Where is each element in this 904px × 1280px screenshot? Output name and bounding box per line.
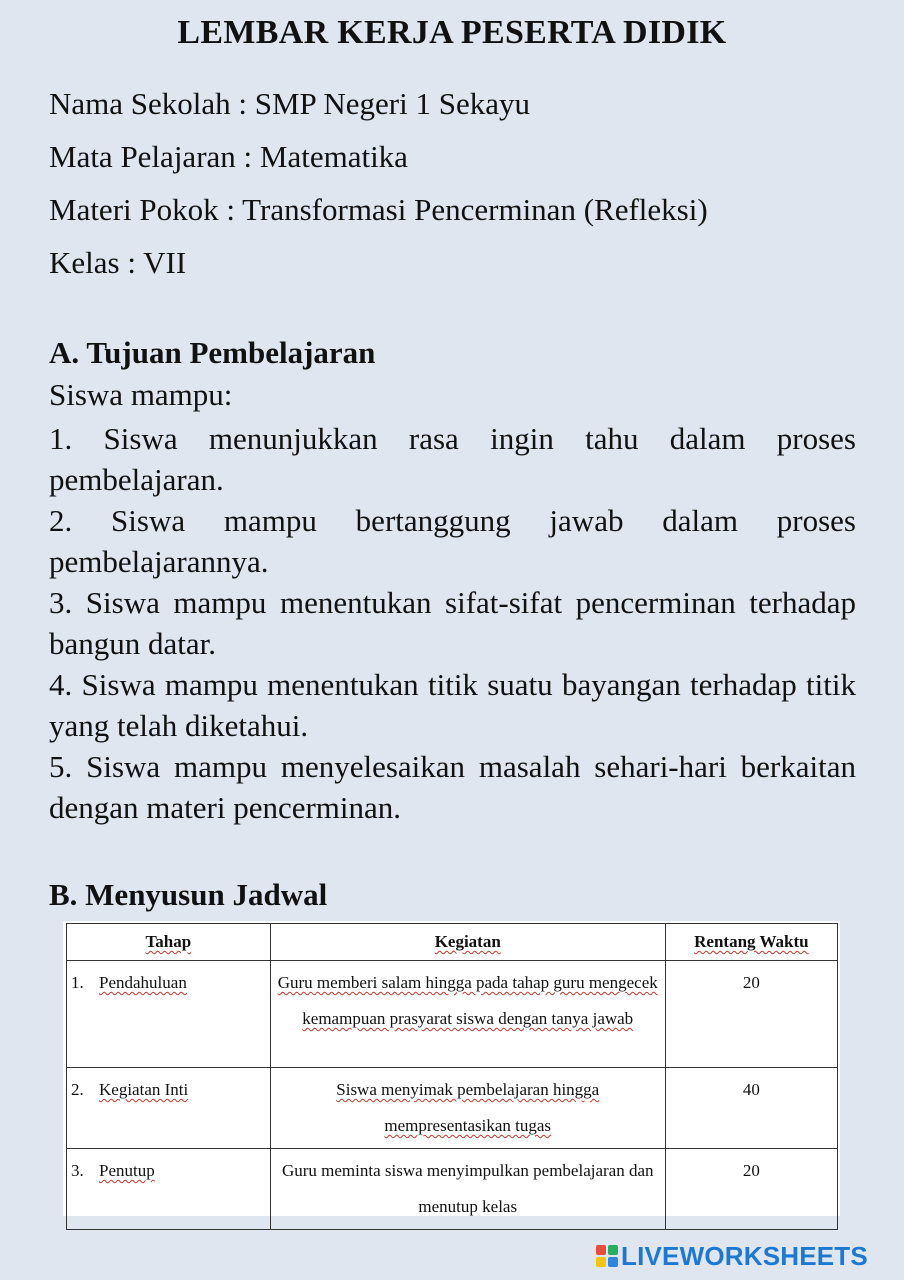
stage-cell: 3. Penutup [67, 1149, 271, 1230]
logo-text: LIVEWORKSHEETS [621, 1240, 868, 1271]
table-row [67, 961, 838, 1068]
subject-line: Mata Pelajaran : Matematika [49, 139, 408, 174]
objective-item: 1. Siswa menunjukkan rasa ingin tahu dalam proses pembelajaran. [49, 421, 856, 497]
time-cell: 20 [665, 1149, 837, 1230]
objective-item: 4. Siswa mampu menentukan titik suatu bayangan terhadap titik yang telah diketahui. [49, 667, 856, 743]
class-line: Kelas : VII [49, 245, 187, 280]
time-cell: 20 [665, 961, 837, 1068]
header-time-range: Rentang Waktu [665, 924, 837, 961]
objectives-intro: Siswa mampu: [49, 377, 233, 412]
stage-cell: 2. Kegiatan Inti [67, 1068, 271, 1149]
table-row [67, 1068, 838, 1149]
table-row [67, 1149, 838, 1230]
school-name-line: Nama Sekolah : SMP Negeri 1 Sekayu [49, 86, 530, 121]
liveworksheets-logo-icon [596, 1245, 618, 1267]
schedule-table-container [63, 921, 840, 1216]
activity-cell: Guru memberi salam hingga pada tahap guru mengecek kemampuan prasyarat siswa dengan tanya jawab [270, 961, 665, 1068]
objective-item: 3. Siswa mampu menentukan sifat-sifat pencerminan terhadap bangun datar. [49, 585, 856, 661]
header-activity: Kegiatan [270, 924, 665, 961]
table-header-row [67, 924, 838, 961]
objectives-list [49, 418, 856, 828]
header-stage: Tahap [67, 924, 271, 961]
activity-cell: Guru meminta siswa menyimpulkan pembelajaran dan menutup kelas [270, 1149, 665, 1230]
objective-item: 2. Siswa mampu bertanggung jawab dalam proses pembelajarannya. [49, 503, 856, 579]
worksheet-title: LEMBAR KERJA PESERTA DIDIK [177, 14, 727, 51]
section-b-heading: B. Menyusun Jadwal [49, 877, 328, 912]
topic-line: Materi Pokok : Transformasi Pencerminan (Refleksi) [49, 192, 708, 227]
schedule-table [66, 923, 838, 1230]
stage-cell: 1. Pendahuluan [67, 961, 271, 1068]
activity-cell: Siswa menyimak pembelajaran hingga mempresentasikan tugas [270, 1068, 665, 1149]
time-cell: 40 [665, 1068, 837, 1149]
liveworksheets-logo [596, 1240, 868, 1272]
objective-item: 5. Siswa mampu menyelesaikan masalah sehari-hari berkaitan dengan materi pencerminan. [49, 749, 856, 825]
section-a-heading: A. Tujuan Pembelajaran [49, 335, 376, 370]
